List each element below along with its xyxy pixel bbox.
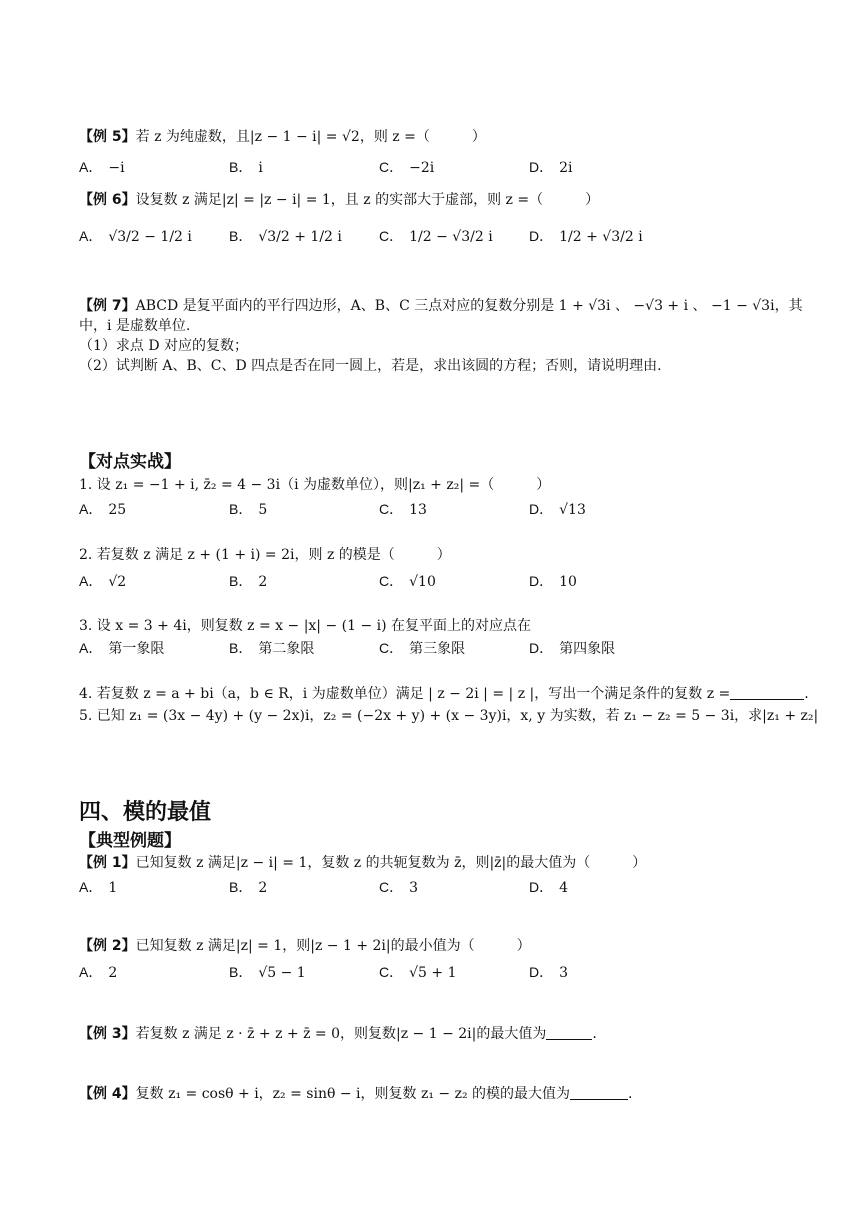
section4-example-2 [79,936,820,983]
practice-title: 【对点实战】 [79,452,181,472]
question-text: 若 z 为纯虚数，且|z − 1 − i| = √2，则 z =（ ） [135,129,486,145]
option-a[interactable]: A． −i [79,159,125,176]
example-label: 【例 6】 [79,192,136,208]
example-7 [79,296,820,376]
option-c[interactable]: C． 第三象限 [379,640,466,657]
option-b[interactable]: B． 2 [229,879,268,896]
practice-q3 [79,616,820,659]
option-d[interactable]: D． 第四象限 [529,640,616,657]
practice-q5 [79,706,820,726]
example-label: 【例 7】 [79,298,136,314]
option-a[interactable]: A． √3/2 − 1/2 i [79,228,192,245]
option-c[interactable]: C． 1/2 − √3/2 i [379,228,493,245]
example-6 [79,190,820,247]
option-c[interactable]: C． 3 [379,879,419,896]
example-5-stem [79,127,820,147]
question-text: 复数 z₁ = cosθ + i，z₂ = sinθ − i，则复数 z₁ − z₂ 的模的最大值为 [135,1086,571,1102]
example-6-stem [79,190,820,210]
answer-blank[interactable] [730,685,804,700]
question-text: 若复数 z 满足 z · z̄ + z + z̄ = 0，则复数|z − 1 − 2i|的最大值为 [135,1026,547,1042]
example-label: 【例 4】 [79,1086,136,1102]
example-label: 【例 5】 [79,129,136,145]
option-d[interactable]: D． 10 [529,573,577,590]
option-a[interactable]: A． 第一象限 [79,640,165,657]
example-7-part-2: （2）试判断 A、B、C、D 四点是否在同一圆上，若是，求出该圆的方程；否则，请说明理由. [79,358,662,374]
option-d[interactable]: D． √13 [529,501,586,518]
practice-q2 [79,545,820,592]
option-a[interactable]: A． 25 [79,501,127,518]
options-row [79,571,820,592]
options-row [79,226,820,247]
option-b[interactable]: B． √3/2 + 1/2 i [229,228,342,245]
question-text: 设复数 z 满足|z| = |z − i| = 1，且 z 的实部大于虚部，则 z =（ ） [135,192,600,208]
example-5 [79,127,820,178]
section-subtitle: 【典型例题】 [79,831,181,851]
option-d[interactable]: D． 4 [529,879,569,896]
options-row [79,962,820,983]
option-c[interactable]: C． √5 + 1 [379,964,457,981]
option-b[interactable]: B． √5 − 1 [229,964,306,981]
option-c[interactable]: C． √10 [379,573,436,590]
question-text: 1. 设 z₁ = −1 + i, z̄₂ = 4 − 3i（i 为虚数单位），则|z₁ + z₂| =（ ） [79,477,551,493]
question-text: 已知复数 z 满足|z − i| = 1，复数 z 的共轭复数为 z̄，则|z̄|的最大值为（ ） [135,855,647,871]
example-label: 【例 3】 [79,1026,136,1042]
question-text: 3. 设 x = 3 + 4i，则复数 z = x − |x| − (1 − i) 在复平面上的对应点在 [79,618,532,634]
example-7-line-2: 中，i 是虚数单位. [79,318,191,334]
question-stem: 【例 3】若复数 z 满足 z · z̄ + z + z̄ = 0，则复数|z − 1 − 2i|的最大值为 . [79,1026,597,1042]
question-text: 2. 若复数 z 满足 z + (1 + i) = 2i，则 z 的模是（ ） [79,547,451,563]
option-a[interactable]: A． 2 [79,964,118,981]
practice-q4 [79,684,820,704]
option-c[interactable]: C． 13 [379,501,427,518]
option-d[interactable]: D． 3 [529,964,569,981]
question-stem: 【例 4】复数 z₁ = cosθ + i，z₂ = sinθ − i，则复数 z₁ − z₂ 的模的最大值为 . [79,1086,633,1102]
option-b[interactable]: B． 2 [229,573,268,590]
question-text: 已知复数 z 满足|z| = 1，则|z − 1 + 2i|的最小值为（ ） [135,938,531,954]
option-d[interactable]: D． 2i [529,159,573,176]
option-a[interactable]: A． √2 [79,573,127,590]
option-a[interactable]: A． 1 [79,879,118,896]
question-text: 4. 若复数 z = a + bi（a，b ∈ R，i 为虚数单位）满足 | z − 2i | = | z |，写出一个满足条件的复数 z = . [79,686,809,702]
example-label: 【例 1】 [79,855,136,871]
option-b[interactable]: B． 5 [229,501,268,518]
section4-example-4 [79,1084,820,1104]
example-7-part-1: （1）求点 D 对应的复数； [79,338,249,354]
options-row [79,877,820,898]
option-d[interactable]: D． 1/2 + √3/2 i [529,228,643,245]
example-label: 【例 2】 [79,938,136,954]
option-c[interactable]: C． −2i [379,159,435,176]
question-text: ABCD 是复平面内的平行四边形，A、B、C 三点对应的复数分别是 1 + √3i 、 −√3 + i 、 −1 − √3i，其 [135,298,803,314]
option-b[interactable]: B． 第二象限 [229,640,315,657]
options-row [79,638,820,659]
option-b[interactable]: B． i [229,159,263,176]
question-stem [79,853,820,873]
options-row [79,157,820,178]
section-title: 四、模的最值 [79,800,212,825]
section4-example-3 [79,1024,820,1044]
options-row [79,499,820,520]
example-7-line-1 [79,296,820,316]
answer-blank[interactable] [546,1025,592,1040]
question-text: 5. 已知 z₁ = (3x − 4y) + (y − 2x)i，z₂ = (−2x + y) + (x − 3y)i，x, y 为实数，若 z₁ − z₂ = 5 − 3i，求|z₁ + z₂| [79,708,819,724]
question-stem [79,936,820,956]
practice-q1 [79,475,820,520]
answer-blank[interactable] [570,1085,628,1100]
section4-example-1 [79,853,820,898]
